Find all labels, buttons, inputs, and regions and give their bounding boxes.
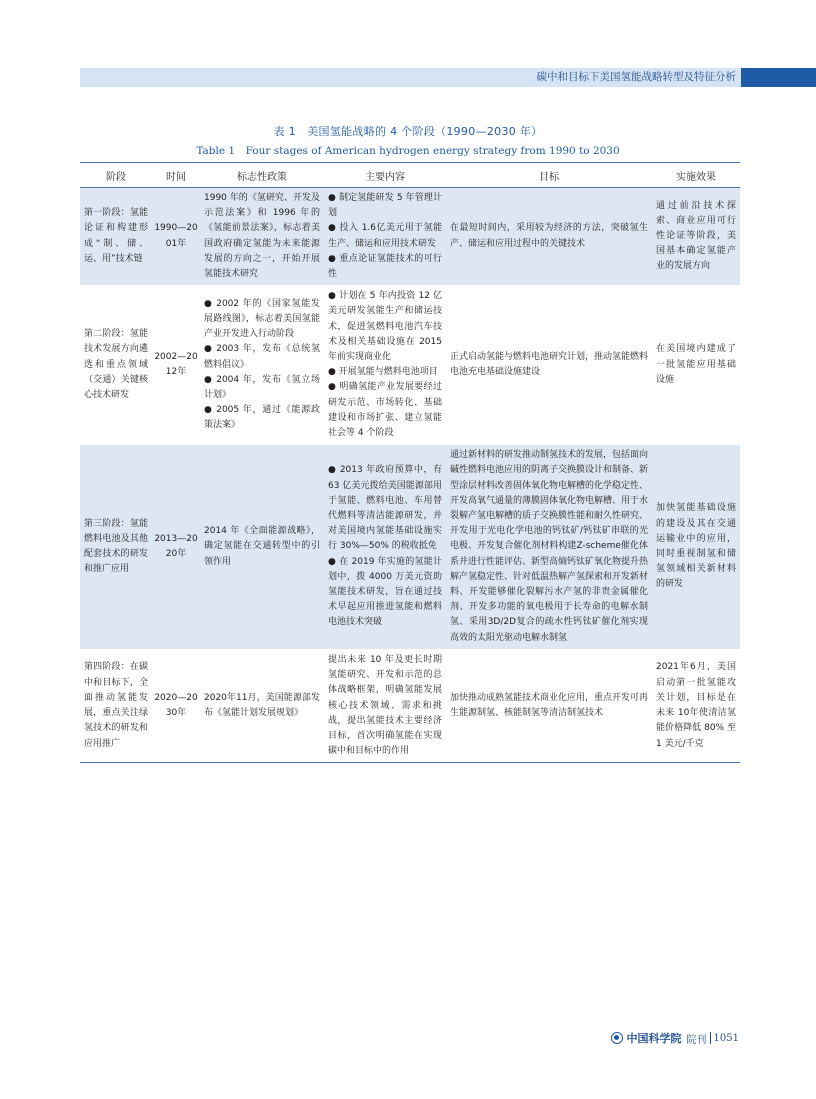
cell-effect: 在美国境内建成了一批氢能应用基础设施 <box>652 286 740 445</box>
cell-time: 2002—2012年 <box>152 286 200 445</box>
footer-journal: 院刊 <box>686 1034 707 1046</box>
cell-stage: 第三阶段：氢能燃料电池及其他配套技术的研发和推广应用 <box>80 445 152 650</box>
table-caption-en: Table 1 Four stages of American hydrogen energy strategy from 1990 to 2030 <box>196 145 620 157</box>
table-row <box>80 445 740 650</box>
cell-content: 提出未来 10 年及更长时期氢能研究、开发和示范的总体战略框架，明确氢能发展核心技术领域、需求和挑战，提出氢能技术主要经济目标，首次明确氢能在实现碳中和目标中的作用 <box>324 649 446 762</box>
header-content: 主要内容 <box>324 163 446 188</box>
page-number: 1051 <box>713 1032 739 1044</box>
footer-divider <box>710 1032 711 1044</box>
cell-goal: 在最短时间内，采用较为经济的方法，突破氢生产、储运和应用过程中的关键技术 <box>446 188 652 286</box>
cell-stage: 第二阶段：氢能技术发展方向遴选和重点领域（交通）关键核心技术研发 <box>80 286 152 445</box>
table-caption-zh: 表 1 美国氢能战略的 4 个阶段（1990—2030 年） <box>273 125 543 138</box>
cell-content: ● 2013 年政府预算中，有 63 亿美元拨给美国能源部用于氢能、燃料电池、车用替代燃料等清洁能源研发，并对美国境内氢能基础设施实行 30%—50% 的税收抵免 ● 在 2019 年实施的氢能计划中，拨 4000 万美元资助氢能技术研发，旨在通过技术早起应用推进氢能和燃料电池技术突破 <box>324 445 446 650</box>
cell-time: 2020—2030年 <box>152 649 200 762</box>
cell-policy: ● 2002 年的《国家氢能发展路线图》，标志着美国氢能产业开发进入行动阶段 ● 2003 年，发布《总统氢燃料倡议》 ● 2004 年，发布《氢立场计划》 ● 2005 年，通过《能源政策法案》 <box>200 286 324 445</box>
cell-content: ● 制定氢能研发 5 年管理计划 ● 投入 1.6亿美元用于氢能生产、储运和应用技术研发 ● 重点论证氢能技术的可行性 <box>324 188 446 286</box>
cell-effect: 加快氢能基础设施的建设及其在交通运输业中的应用，同时重视制氢和储氢领域相关新材料的研发 <box>652 445 740 650</box>
header-time: 时间 <box>152 163 200 188</box>
cell-effect: 通过前沿技术探索、商业应用可行性论证等阶段，美国基本确定氢能产业的发展方向 <box>652 188 740 286</box>
running-header-title: 碳中和目标下美国氢能战略转型及特征分析 <box>536 71 736 83</box>
header-effect: 实施效果 <box>652 163 740 188</box>
header-policy: 标志性政策 <box>200 163 324 188</box>
table-row <box>80 286 740 445</box>
cell-goal: 正式启动氢能与燃料电池研究计划，推动氢能燃料电池充电基础设施建设 <box>446 286 652 445</box>
header-stage: 阶段 <box>80 163 152 188</box>
cell-stage: 第四阶段：在碳中和目标下，全面推动氢能发展，重点关注绿氢技术的研发和应用推广 <box>80 649 152 762</box>
cell-policy: 1990 年的《氢研究、开发及示范法案》和 1996 年的《氢能前景法案》，标志着美国政府确定氢能为未来能源发展的方向之一，开始开展氢能技术研究 <box>200 188 324 286</box>
cell-policy: 2020年11月，美国能源部发布《氢能计划发展规划》 <box>200 649 324 762</box>
cell-content: ● 计划在 5 年内投资 12 亿美元研发氢能生产和储运技术，促进氢燃料电池汽车技术及相关基础设施在 2015 年前实现商业化 ● 开展氢能与燃料电池项目 ● 明确氢能产业发展要经过研发示范、市场转化、基础建设和市场扩张、建立氢能社会等 4 个阶段 <box>324 286 446 445</box>
header-goal: 目标 <box>446 163 652 188</box>
cell-stage: 第一阶段：氢能论证和构建形成“制、储、运、用”技术链 <box>80 188 152 286</box>
strategy-stages-table <box>80 162 740 763</box>
table-row <box>80 188 740 286</box>
cell-policy: 2014 年《全面能源战略》，确定氢能在交通转型中的引领作用 <box>200 445 324 650</box>
running-header-accent <box>741 68 816 87</box>
cell-goal: 加快推动成熟氢能技术商业化应用，重点开发可再生能源制氢、核能制氢等清洁制氢技术 <box>446 649 652 762</box>
cell-time: 2013—2020年 <box>152 445 200 650</box>
table-header-row <box>80 163 740 188</box>
cas-emblem-icon <box>611 1032 623 1044</box>
table-row <box>80 649 740 762</box>
cell-effect: 2021年6月，美国启动第一批氢能攻关计划，目标是在未来 10年使清洁氢能价格降低 80% 至 1 美元/千克 <box>652 649 740 762</box>
footer-logo-text: 中国科学院 <box>626 1032 682 1045</box>
cell-goal: 通过新材料的研发推动制氢技术的发展，包括面向碱性燃料电池应用的阴离子交换膜设计和制备、新型涂层材料改善固体氧化物电解槽的化学稳定性、开发高氧气通量的薄膜固体氧化物电解槽、用于水裂解产氢电解槽的质子交换膜性能和耐久性研究、开发用于光电化学电池的钙钛矿/钙钛矿串联的光电极、开发复合催化剂材料构建Z-scheme催化体系并进行性能评估、新型高熵钙钛矿氧化物提升热解产氢稳定性、针对低温热解产氢探索和开发新材料、开发能够催化裂解污水产氢的非贵金属催化剂、开发多功能的氧电极用于长寿命的电解水制氢、采用3D/2D复合的疏水性钙钛矿催化剂实现高效的太阳光驱动电解水制氢 <box>446 445 652 650</box>
cell-time: 1990—2001年 <box>152 188 200 286</box>
page-footer <box>611 1029 739 1047</box>
